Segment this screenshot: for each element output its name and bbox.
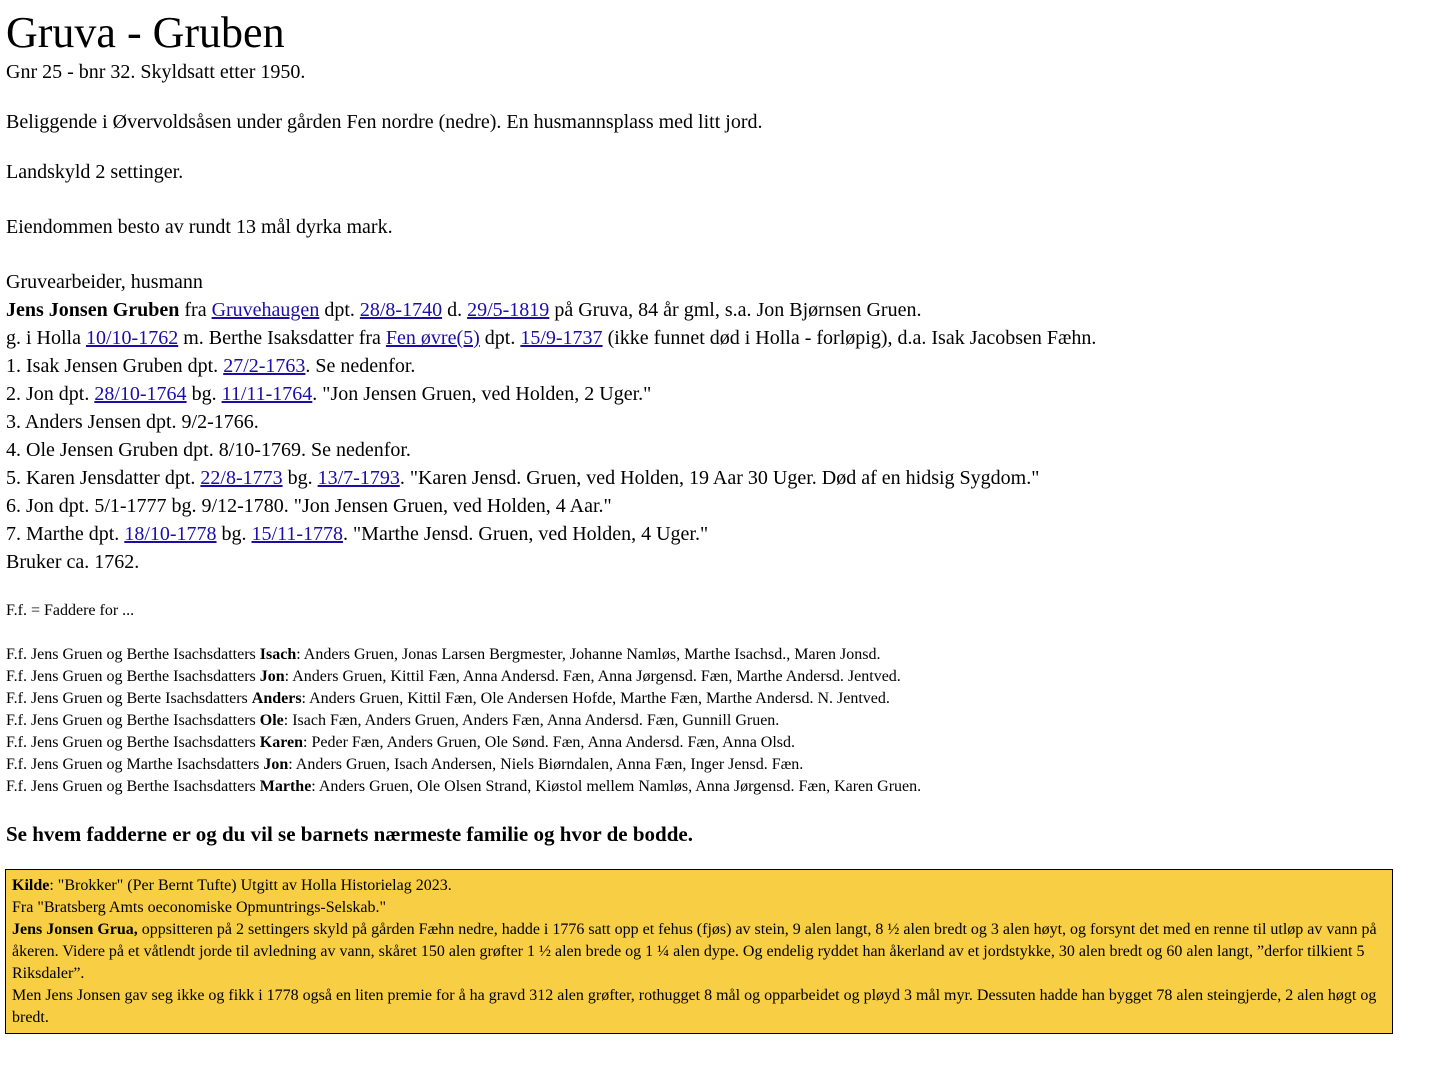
fadder-row: F.f. Jens Gruen og Berthe Isachsdatters Ole: Isach Fæn, Anders Gruen, Anders Fæn, Anna Andersd. Fæn, Gunnill Gruen.: [6, 712, 780, 729]
source-line: Kilde: "Brokker" (Per Bernt Tufte) Utgitt av Holla Historielag 2023.: [12, 877, 452, 894]
marriage-date-link[interactable]: 10/10-1762: [86, 327, 179, 349]
child-1-birth-link[interactable]: 27/2-1763: [223, 355, 306, 377]
person-line: Jens Jonsen Gruben fra Gruvehaugen dpt. 28/8-1740 d. 29/5-1819 på Gruva, 84 år gml, s.a. Jon Bjørnsen Gruen.: [6, 299, 922, 321]
child-5-birth-link[interactable]: 22/8-1773: [200, 467, 283, 489]
child-row: 3. Anders Jensen dpt. 9/2-1766.: [6, 411, 259, 433]
person-name: Jens Jonsen Gruben: [6, 299, 180, 321]
page-subtitle: Gnr 25 - bnr 32. Skyldsatt etter 1950.: [6, 61, 306, 83]
occupation-text: Gruvearbeider, husmann: [6, 271, 203, 293]
child-2-burial-link[interactable]: 11/11-1764: [221, 383, 313, 405]
page-title: Gruva - Gruben: [6, 8, 285, 57]
child-row: 2. Jon dpt. 28/10-1764 bg. 11/11-1764. "Jon Jensen Gruen, ved Holden, 2 Uger.": [6, 383, 652, 405]
bruker-text: Bruker ca. 1762.: [6, 551, 140, 573]
birth-date-link[interactable]: 28/8-1740: [359, 299, 443, 321]
faddere-list: [6, 644, 1432, 798]
location-text: Beliggende i Øvervoldsåsen under gården Fen nordre (nedre). En husmannsplass med litt jord.: [6, 111, 763, 133]
faddere-cta: Se hvem fadderne er og du vil se barnets nærmeste familie og hvor de bodde.: [6, 822, 693, 846]
death-date-link[interactable]: 29/5-1819: [467, 299, 550, 321]
fadder-row: F.f. Jens Gruen og Berthe Isachsdatters Isach: Anders Gruen, Jonas Larsen Bergmester, Johanne Namløs, Marthe Isachsd., Maren Jonsd.: [6, 646, 881, 663]
fadder-row: F.f. Jens Gruen og Berte Isachsdatters Anders: Anders Gruen, Kittil Fæn, Ole Andersen Hofde, Marthe Fæn, Marthe Andersd. N. Jentved.: [6, 690, 890, 707]
spouse-origin-link[interactable]: Fen øvre(5): [385, 327, 480, 349]
landskyld-text: Landskyld 2 settinger.: [6, 161, 184, 183]
eiendom-text: Eiendommen besto av rundt 13 mål dyrka mark.: [6, 216, 393, 238]
source-origin: Fra "Bratsberg Amts oeconomiske Opmuntrings-Selskab.": [12, 899, 387, 916]
fadder-row: F.f. Jens Gruen og Marthe Isachsdatters Jon: Anders Gruen, Isach Andersen, Niels Biørndalen, Anna Fæn, Inger Jensd. Fæn.: [6, 756, 804, 773]
spouse-birth-link[interactable]: 15/9-1737: [520, 327, 603, 349]
child-2-birth-link[interactable]: 28/10-1764: [94, 383, 187, 405]
faddere-note: F.f. = Faddere for ...: [6, 602, 135, 619]
source-paragraph-1: Jens Jonsen Grua, oppsitteren på 2 settingers skyld på gården Fæhn nedre, hadde i 1776 satt opp et fehus (fjøs) av stein, 9 alen langt, 8 ½ alen bredt og 3 alen høyt, og forsynt det med en renne til utløp av vann på åkeren. Videre på et våtlendt jorde til avledning av vann, skåret 150 alen grøfter 1 ½ alen brede og 1 ¼ alen dype. Og endelig ryddet han åkerland av et jordstykke, 30 alen bredt og 60 alen langt, ”derfor tilkient 5 Riksdaler”.: [12, 921, 1377, 982]
origin-link[interactable]: Gruvehaugen: [211, 299, 320, 321]
child-7-burial-link[interactable]: 15/11-1778: [251, 523, 344, 545]
child-5-burial-link[interactable]: 13/7-1793: [317, 467, 400, 489]
fadder-row: F.f. Jens Gruen og Berthe Isachsdatters Karen: Peder Fæn, Anders Gruen, Ole Sønd. Fæn, Anna Andersd. Fæn, Anna Olsd.: [6, 734, 796, 751]
source-person-name: Jens Jonsen Grua,: [12, 921, 138, 938]
child-row: 5. Karen Jensdatter dpt. 22/8-1773 bg. 13/7-1793. "Karen Jensd. Gruen, ved Holden, 19 Aar 30 Uger. Død af en hidsig Sygdom.": [6, 467, 1040, 489]
child-row: 1. Isak Jensen Gruben dpt. 27/2-1763. Se nedenfor.: [6, 355, 416, 377]
child-7-birth-link[interactable]: 18/10-1778: [124, 523, 217, 545]
fadder-row: F.f. Jens Gruen og Berthe Isachsdatters Marthe: Anders Gruen, Ole Olsen Strand, Kiøstol mellem Namløs, Anna Jørgensd. Fæn, Karen Gruen.: [6, 778, 922, 795]
source-paragraph-2: Men Jens Jonsen gav seg ikke og fikk i 1778 også en liten premie for å ha gravd 312 alen grøfter, rothugget 8 mål og opparbeidet og pløyd 3 mål myr. Dessuten hadde han bygget 78 alen steingjerde, 2 alen høgt og bredt.: [12, 987, 1377, 1026]
source-box: [5, 869, 1393, 1034]
source-label: Kilde: [12, 877, 50, 894]
child-row: 7. Marthe dpt. 18/10-1778 bg. 15/11-1778. "Marthe Jensd. Gruen, ved Holden, 4 Uger.": [6, 523, 709, 545]
fadder-row: F.f. Jens Gruen og Berthe Isachsdatters Jon: Anders Gruen, Kittil Fæn, Anna Andersd. Fæn, Anna Jørgensd. Fæn, Marthe Andersd. Jentved.: [6, 668, 901, 685]
child-row: 6. Jon dpt. 5/1-1777 bg. 9/12-1780. "Jon Jensen Gruen, ved Holden, 4 Aar.": [6, 495, 612, 517]
child-row: 4. Ole Jensen Gruben dpt. 8/10-1769. Se nedenfor.: [6, 439, 411, 461]
marriage-line: g. i Holla 10/10-1762 m. Berthe Isaksdatter fra Fen øvre(5) dpt. 15/9-1737 (ikke funnet død i Holla - forløpig), d.a. Isak Jacobsen Fæhn.: [6, 327, 1097, 349]
family-section: [6, 268, 1432, 576]
